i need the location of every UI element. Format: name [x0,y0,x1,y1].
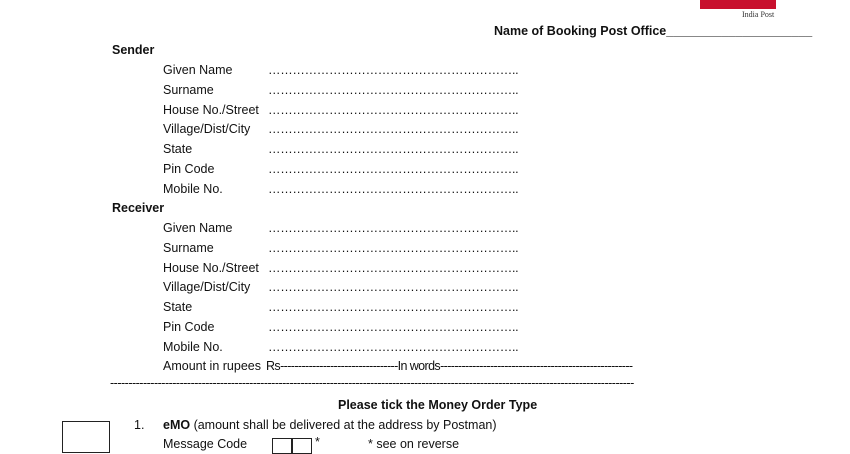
receiver-mobile-field[interactable]: …………………………………………………….. [268,340,519,354]
message-code-box-1[interactable] [272,438,292,454]
sender-state-label: State [163,142,193,156]
sender-mobile-label: Mobile No. [163,182,223,196]
sender-house-label: House No./Street [163,103,259,117]
sender-heading: Sender [112,43,155,57]
receiver-state-field[interactable]: …………………………………………………….. [268,300,519,314]
receiver-surname-label: Surname [163,241,214,255]
sender-surname-label: Surname [163,83,214,97]
logo-bar [700,0,776,9]
dashed-separator: ----------------------------------------------------------------------------------------------------------------------------------------------- [110,376,634,390]
emo-item-number: 1. [134,418,145,432]
amount-field[interactable]: Rs---------------------------------In words------------------------------------------------------ [266,359,633,373]
sender-given-name-label: Given Name [163,63,233,77]
receiver-village-field[interactable]: …………………………………………………….. [268,280,519,294]
receiver-given-name-field[interactable]: …………………………………………………….. [268,221,519,235]
receiver-heading: Receiver [112,201,165,215]
receiver-house-label: House No./Street [163,261,259,275]
sender-house-field[interactable]: …………………………………………………….. [268,103,519,117]
amount-label: Amount in rupees [163,359,261,373]
sender-state-field[interactable]: …………………………………………………….. [268,142,519,156]
sender-village-label: Village/Dist/City [163,122,251,136]
receiver-given-name-label: Given Name [163,221,233,235]
receiver-village-label: Village/Dist/City [163,280,251,294]
sender-surname-field[interactable]: …………………………………………………….. [268,83,519,97]
receiver-surname-field[interactable]: …………………………………………………….. [268,241,519,255]
receiver-pin-field[interactable]: …………………………………………………….. [268,320,519,334]
booking-post-office-label[interactable]: Name of Booking Post Office_____________________ [494,24,813,38]
sender-pin-field[interactable]: …………………………………………………….. [268,162,519,176]
message-code-asterisk: * [315,435,320,449]
brand-logo-text: India Post [742,10,775,19]
receiver-pin-label: Pin Code [163,320,215,334]
money-order-instruction: Please tick the Money Order Type [338,398,538,412]
sender-pin-label: Pin Code [163,162,215,176]
see-reverse-note: * see on reverse [368,437,460,451]
message-code-label: Message Code [163,437,248,451]
emo-bold-label: eMO [163,418,191,432]
emo-option [163,418,497,433]
receiver-house-field[interactable]: …………………………………………………….. [268,261,519,275]
sender-village-field[interactable]: …………………………………………………….. [268,122,519,136]
receiver-mobile-label: Mobile No. [163,340,223,354]
message-code-box-2[interactable] [292,438,312,454]
sender-given-name-field[interactable]: …………………………………………………….. [268,63,519,77]
emo-tick-box[interactable] [62,421,110,453]
receiver-state-label: State [163,300,193,314]
sender-mobile-field[interactable]: …………………………………………………….. [268,182,519,196]
emo-description: (amount shall be delivered at the address by Postman) [190,418,497,432]
